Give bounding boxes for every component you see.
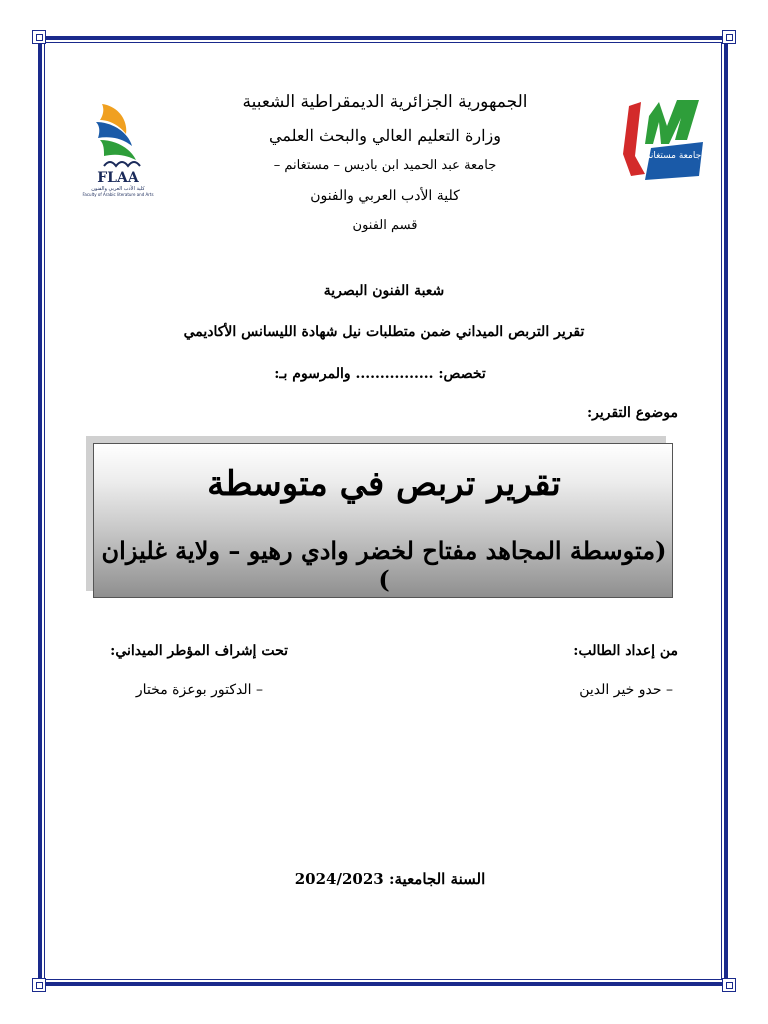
subject-label: موضوع التقرير: [586,405,678,421]
department-name: قسم الفنون [352,218,418,233]
corner-ornament-bottom-left [32,978,46,992]
republic-name: الجمهورية الجزائرية الديمقراطية الشعبية [242,92,528,112]
academic-year [290,870,490,888]
logo-left-caption-ar: كلية الأدب العربي والفنون [91,186,145,192]
supervisor-name: – الدكتور بوعزة مختار [135,682,263,698]
university-logo [615,96,711,186]
section-name: شعبة الفنون البصرية [323,283,445,299]
report-purpose: تقرير التربص الميداني ضمن متطلبات نيل شهادة الليسانس الأكاديمي [183,324,585,340]
academic-year-value: 2024/2023 [294,870,384,888]
corner-ornament-top-left [32,30,46,44]
report-title: تقرير تربص في متوسطة [207,464,561,504]
student-label: من إعداد الطالب: [573,643,678,659]
faculty-logo [74,98,170,198]
report-subtitle: (متوسطة المجاهد مفتاح لخضر وادي رهيو – ولاية غليزان ) [101,536,667,594]
academic-year-label: السنة الجامعية: [388,870,486,888]
logo-right-caption: جامعة مستغانم [644,151,702,161]
logo-left-caption-en: Faculty of Arabic literature and Arts [82,192,154,197]
corner-ornament-bottom-right [722,978,736,992]
logo-left-name: FLAA [97,170,139,186]
university-name: جامعة عبد الحميد ابن باديس – مستغانم – [273,158,497,173]
corner-ornament-top-right [722,30,736,44]
report-title-box [93,443,673,598]
ministry-name: وزارة التعليم العالي والبحث العلمي [269,126,501,145]
faculty-name: كلية الأدب العربي والفنون [310,188,460,204]
supervisor-label: تحت إشراف المؤطر الميداني: [110,643,288,659]
student-name: – حدو خير الدين [579,682,673,698]
specialty-line: تخصص: ................ والمرسوم بـ: [274,366,486,382]
